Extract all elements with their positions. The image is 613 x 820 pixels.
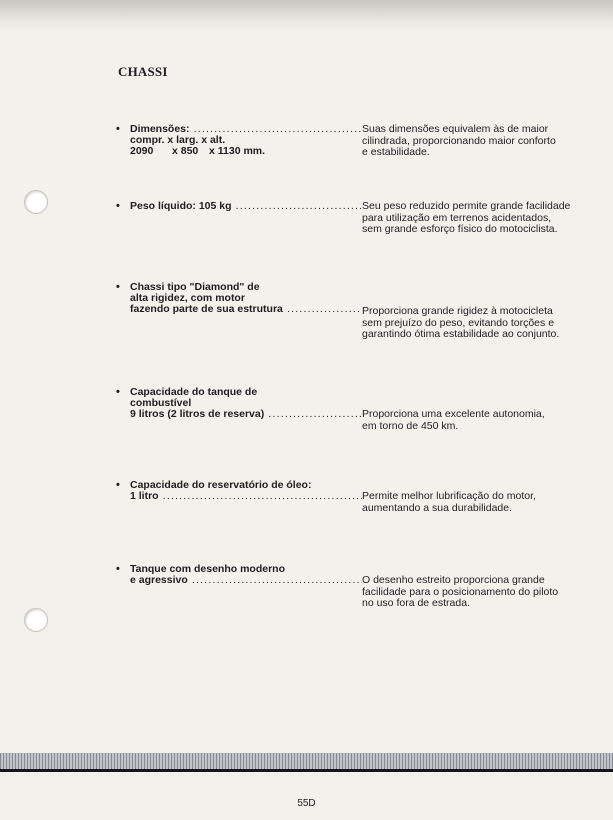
spec-label-line: Dimensões: ..... <box>130 124 362 135</box>
spec-description-line: e estabilidade. <box>362 146 430 159</box>
spec-description-line: para utilização em terrenos acidentados, <box>362 211 552 224</box>
page-number: 55D <box>297 798 316 809</box>
spec-description-line: no uso fora de estrada. <box>362 597 470 610</box>
spec-label-line: 9 litros (2 litros de reserva) ..... <box>130 409 362 420</box>
bullet-icon: • <box>116 281 120 293</box>
spec-description-line: Suas dimensões equivalem às de maior <box>362 123 549 135</box>
spec-description-line: Permite melhor lubrificação do motor, <box>362 490 536 502</box>
spec-description-line: Proporciona grande rigidez à motocicleta <box>362 305 553 317</box>
spec-label-line: Capacidade do tanque de <box>130 387 258 398</box>
spec-label <box>130 564 362 586</box>
spec-label <box>130 387 362 420</box>
spec-description-line: Seu peso reduzido permite grande facilidade <box>362 200 571 212</box>
bullet-icon: • <box>116 123 120 135</box>
spec-label <box>130 201 362 212</box>
spec-description-line: sem grande esforço físico do motociclista. <box>362 223 558 236</box>
spec-description <box>362 409 578 432</box>
footer-hatched-band <box>0 753 613 769</box>
page-top-edge <box>0 0 613 32</box>
spec-description <box>362 306 578 341</box>
dimension-width: x 850 <box>172 145 199 157</box>
bullet-icon: • <box>116 386 120 398</box>
spec-description-line: sem prejuízo do peso, evitando torções e <box>362 316 555 329</box>
section-title: CHASSI <box>118 64 168 79</box>
spec-label-line: Peso líquido: 105 kg ..... <box>130 201 362 212</box>
spec-label-line: fazendo parte de sua estrutura ..... <box>130 304 362 315</box>
spec-description <box>362 575 578 610</box>
spec-label-line: Tanque com desenho moderno <box>130 564 285 575</box>
spec-label-line: alta rigidez, com motor <box>130 293 245 304</box>
spec-description-line: cilindrada, proporcionando maior conforto <box>362 134 556 147</box>
spec-label <box>130 124 362 157</box>
dimensions-values <box>130 146 362 157</box>
spec-label-line: compr. x larg. x alt. <box>130 135 226 146</box>
binder-hole <box>24 608 48 632</box>
spec-label-line: combustível <box>130 398 192 409</box>
spec-label-line: e agressivo ..... <box>130 575 362 586</box>
bullet-icon: • <box>116 563 120 575</box>
spec-description-line: Proporciona uma excelente autonomia, <box>362 408 545 420</box>
spec-description-line: aumentando a sua durabilidade. <box>362 501 513 514</box>
spec-description-line: O desenho estreito proporciona grande <box>362 574 545 586</box>
bullet-icon: • <box>116 200 120 212</box>
spec-label <box>130 480 362 502</box>
binder-hole <box>24 190 48 214</box>
spec-description <box>362 201 578 236</box>
footer-rule <box>0 769 613 772</box>
spec-label-line: Capacidade do reservatório de óleo: <box>130 480 312 491</box>
spec-label-line: 1 litro ..... <box>130 491 362 502</box>
spec-description <box>362 124 578 159</box>
bullet-icon: • <box>116 479 120 491</box>
spec-label <box>130 282 362 315</box>
spec-description-line: em torno de 450 km. <box>362 419 459 432</box>
spec-description-line: garantindo ótima estabilidade ao conjunto. <box>362 328 560 341</box>
spec-description-line: facilidade para o posicionamento do piloto <box>362 585 559 598</box>
spec-description <box>362 491 578 514</box>
dimension-length: 2090 <box>130 145 154 157</box>
spec-label-line: Chassi tipo "Diamond" de <box>130 282 260 293</box>
dimension-height: x 1130 mm. <box>209 145 266 157</box>
